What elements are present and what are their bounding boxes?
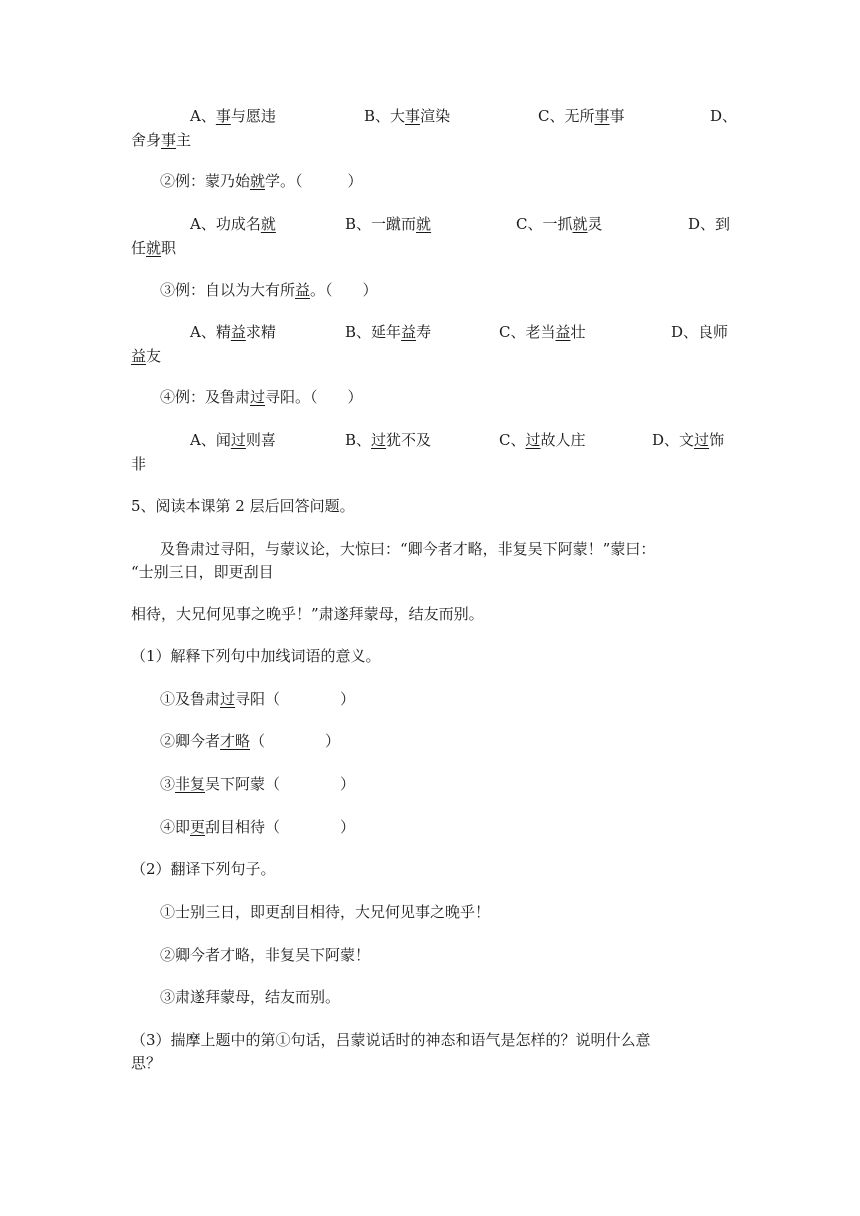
q5-part1-item1: ①及鲁肃过寻阳（ ） [160,690,356,708]
q5-part1-heading: （1）解释下列句中加线词语的意义。 [131,647,381,665]
option-c: C、一抓就灵 [516,215,603,233]
q5-passage-line2: “士别三日，即更刮目 [131,563,274,581]
q4-item4-options [0,430,860,450]
q4-item1-options [0,106,860,126]
q5-heading: 5、阅读本课第 2 层后回答问题。 [131,497,355,515]
q4-item2-options [0,214,860,234]
q5-passage-line3: 相待，大兄何见事之晚乎！”肃遂拜蒙母，结友而别。 [131,605,484,623]
option-b: B、一蹴而就 [345,215,432,233]
q4-item3-wrap: 益友 [131,347,162,365]
option-a: A、功成名就 [190,215,276,233]
option-a: A、精益求精 [190,323,276,341]
option-d: D、到 [688,215,731,233]
q5-passage-line1: 及鲁肃过寻阳，与蒙议论，大惊曰：“卿今者才略，非复吴下阿蒙！”蒙曰： [160,540,656,558]
option-c: C、无所事事 [538,107,625,125]
option-b: B、大事渲染 [364,107,451,125]
q5-part3-line2: 思？ [131,1054,162,1072]
option-b: B、过犹不及 [345,431,432,449]
q4-item3-options [0,322,860,342]
q4-item4-example: ④例：及鲁肃过寻阳。（ ） [160,388,363,406]
option-a: A、闻过则喜 [190,431,276,449]
option-a: A、事与愿违 [190,107,276,125]
q4-item2-wrap: 任就职 [131,239,177,257]
q4-item2-example: ②例：蒙乃始就学。（ ） [160,172,363,190]
q5-part2-item2: ②卿今者才略，非复吴下阿蒙！ [160,946,371,964]
q4-item3-example: ③例：自以为大有所益。（ ） [160,281,378,299]
option-d: D、文过饰 [652,431,725,449]
q5-part2-item3: ③肃遂拜蒙母，结友而别。 [160,988,341,1006]
q5-part2-heading: （2）翻译下列句子。 [131,860,276,878]
option-c: C、过故人庄 [499,431,586,449]
q5-part2-item1: ①士别三日，即更刮目相待，大兄何见事之晚乎！ [160,903,491,921]
q5-part3-line1: （3）揣摩上题中的第①句话，吕蒙说话时的神态和语气是怎样的？说明什么意 [131,1031,651,1049]
option-d: D、 [710,107,738,125]
q5-part1-item4: ④即更刮目相待（ ） [160,818,356,836]
q4-item1-wrap: 舍身事主 [131,131,192,149]
option-d: D、良师 [671,323,729,341]
q5-part1-item2: ②卿今者才略（ ） [160,732,341,750]
q5-part1-item3: ③非复吴下阿蒙（ ） [160,775,356,793]
q4-item4-wrap: 非 [131,455,147,473]
option-b: B、延年益寿 [345,323,432,341]
option-c: C、老当益壮 [499,323,586,341]
